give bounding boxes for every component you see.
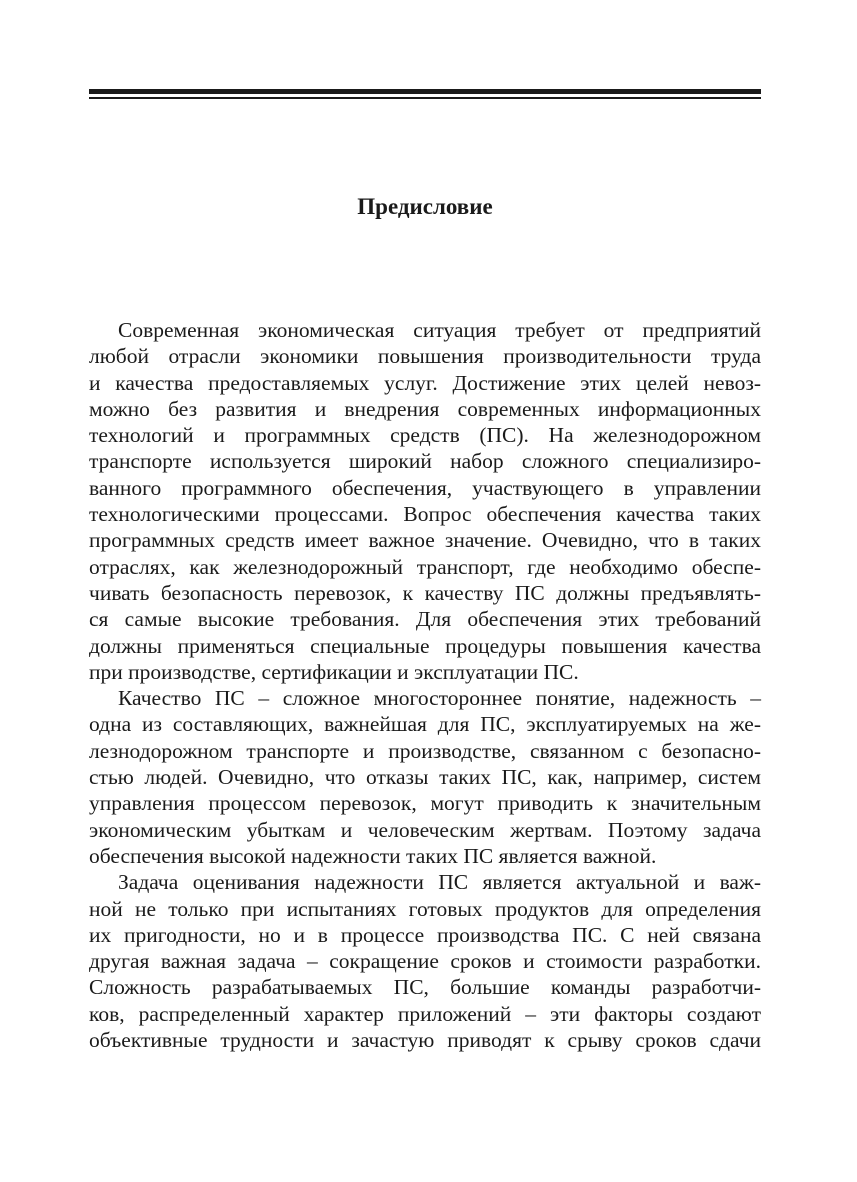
text-line: ной не только при испытаниях готовых продуктов для определения	[89, 896, 761, 921]
paragraph-2	[89, 685, 761, 869]
text-line: программных средств имеет важное значение. Очевидно, что в таких	[89, 528, 761, 553]
text-line: транспорте используется широкий набор сложного специализиро-	[89, 449, 761, 474]
text-line: любой отрасли экономики повышения производительности труда	[89, 344, 761, 369]
text-line: лезнодорожном транспорте и производстве, связанном с безопасно-	[89, 738, 761, 763]
text-line: Задача оценивания надежности ПС является актуальной и важ-	[118, 870, 761, 895]
paragraph-3	[89, 869, 761, 1053]
text-line: и качества предоставляемых услуг. Достижение этих целей невоз-	[89, 370, 761, 395]
paragraph-1	[89, 317, 761, 685]
text-line: экономическим убыткам и человеческим жертвам. Поэтому задача	[89, 817, 761, 842]
text-line: чивать безопасность перевозок, к качеству ПС должны предъявлять-	[89, 580, 761, 605]
text-line: технологий и программных средств (ПС). На железнодорожном	[89, 423, 761, 448]
text-line: обеспечения высокой надежности таких ПС является важной.	[89, 843, 657, 868]
text-line: должны применяться специальные процедуры повышения качества	[89, 633, 761, 658]
text-line: при производстве, сертификации и эксплуатации ПС.	[89, 659, 579, 684]
text-line: одна из составляющих, важнейшая для ПС, эксплуатируемых на же-	[89, 712, 761, 737]
header-rule-thick	[89, 89, 761, 94]
header-rule-thin	[89, 97, 761, 99]
text-line: отраслях, как железнодорожный транспорт, где необходимо обеспе-	[89, 554, 761, 579]
text-line: Качество ПС – сложное многостороннее понятие, надежность –	[118, 686, 761, 711]
text-line: можно без развития и внедрения современных информационных	[89, 396, 761, 421]
page-title: Предисловие	[357, 194, 493, 219]
text-line: технологическими процессами. Вопрос обеспечения качества таких	[89, 502, 761, 527]
text-line: стью людей. Очевидно, что отказы таких ПС, как, например, систем	[89, 765, 761, 790]
text-line: ков, распределенный характер приложений – эти факторы создают	[89, 1001, 761, 1026]
text-line: объективные трудности и зачастую приводят к срыву сроков сдачи	[89, 1028, 761, 1053]
text-line: их пригодности, но и в процессе производства ПС. С ней связана	[89, 922, 761, 947]
text-line: управления процессом перевозок, могут приводить к значительным	[89, 791, 761, 816]
body-text	[89, 317, 761, 1053]
text-line: Сложность разрабатываемых ПС, большие команды разработчи-	[89, 975, 761, 1000]
text-line: другая важная задача – сокращение сроков и стоимости разработки.	[89, 949, 761, 974]
text-line: Современная экономическая ситуация требует от предприятий	[118, 318, 761, 342]
text-line: ванного программного обеспечения, участвующего в управлении	[89, 475, 761, 500]
text-line: ся самые высокие требования. Для обеспечения этих требований	[89, 607, 761, 632]
